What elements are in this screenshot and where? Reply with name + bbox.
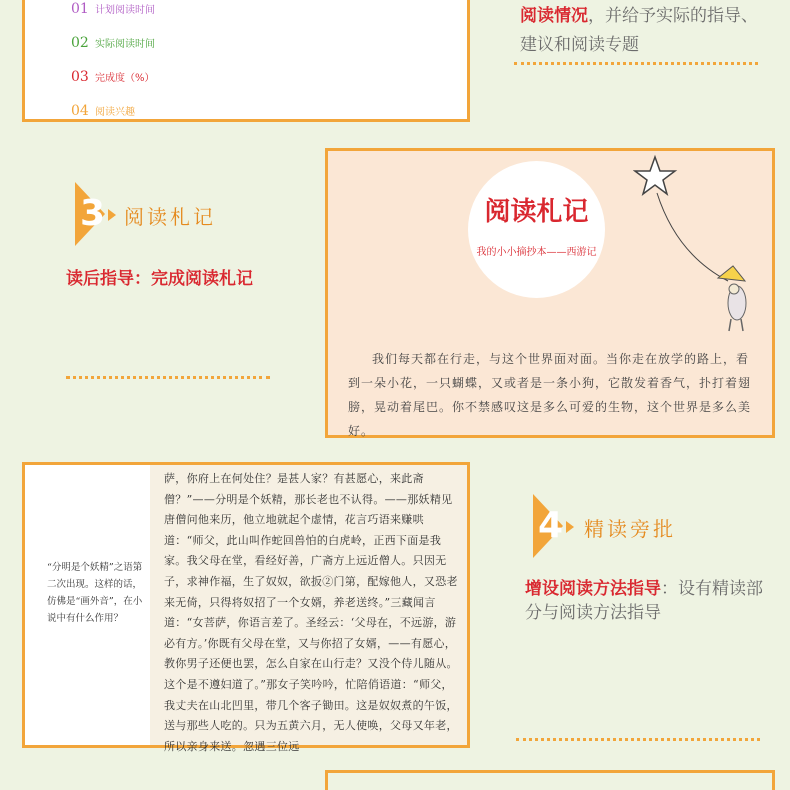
next-card: [325, 770, 775, 790]
reading-status-description: 阅读情况，并给予实际的指导、建议和阅读专题: [520, 6, 758, 55]
arrow-icon: [566, 521, 574, 533]
plan-item: 03 完成度（%）: [71, 69, 155, 85]
annotation-column: [25, 465, 150, 745]
star-kite-illustration: [633, 153, 773, 338]
title-circle: [468, 161, 605, 298]
divider: [516, 738, 760, 741]
section-number: 4: [538, 505, 564, 546]
note-subtitle: 我的小小摘抄本——西游记: [476, 247, 597, 258]
plan-item: 04 阅读兴趣: [71, 103, 136, 119]
section-title: 精读旁批: [584, 517, 676, 541]
note-body: 我们每天都在行走，与这个世界面对面。当你走在放学的路上，看到一朵小花，一只蝴蝶，又或者是一条小狗，它散发着香气，扑打着翅膀，晃动着尾巴。你不禁感叹这是多么可爱的生物，这个世界是多么美好。: [348, 352, 752, 438]
divider: [66, 376, 270, 379]
text-column: [150, 465, 467, 753]
reading-notes-card: [325, 148, 775, 438]
excerpt-text: 萨，你府上在何处住？是甚人家？有甚愿心，来此斋僧？”——分明是个妖精，那长老也不认得。——那妖精见唐僧问他来历，他立地就起个虚情，花言巧语来赚哄道：“师父，此山叫作蛇回兽怕的白虎岭，正西下面是我家。我父母在堂，看经好善，广斋方上远近僧人。只因无子，求神作福，生了奴奴，欲扳②门第，配嫁他人，又恐老来无倚，只得将奴招了一个女婿，养老送终。”三藏闻言道：“女菩萨，你语言差了。圣经云：‘父母在，不远游，游必有方。’你既有父母在堂，又与你招了女婿，——有愿心，教你男子还便也罢，怎么自家在山行走？又没个侍儿随从。这个是不遵妇道了。”那女子笑吟吟，忙陪俏语道：“师父，我丈夫在山北凹里，带几个客子锄田。这是奴奴煮的午饭，送与那些人吃的。只为五黄六月，无人使唤，父母又年老，所以亲身来送。忽遇三位远: [164, 472, 458, 753]
note-title: 阅读札记: [484, 197, 589, 227]
side-annotation: “分明是个妖精”之语第二次出现。这样的话，仿佛是“画外音”，在小说中有什么作用？: [47, 562, 143, 624]
plan-item: 01 计划阅读时间: [71, 1, 156, 17]
section-4-guide: 增设阅读方法指导：设有精读部分与阅读方法指导: [525, 579, 763, 623]
section-3-guide: 读后指导：完成阅读札记: [66, 269, 253, 289]
intensive-reading-card: [22, 462, 470, 753]
section-title: 阅读札记: [124, 205, 216, 229]
plan-item: 02 实际阅读时间: [71, 35, 156, 51]
arrow-icon: [108, 209, 116, 221]
divider: [514, 62, 758, 65]
reading-plan-card: [22, 0, 470, 122]
section-number: 3: [80, 193, 106, 234]
